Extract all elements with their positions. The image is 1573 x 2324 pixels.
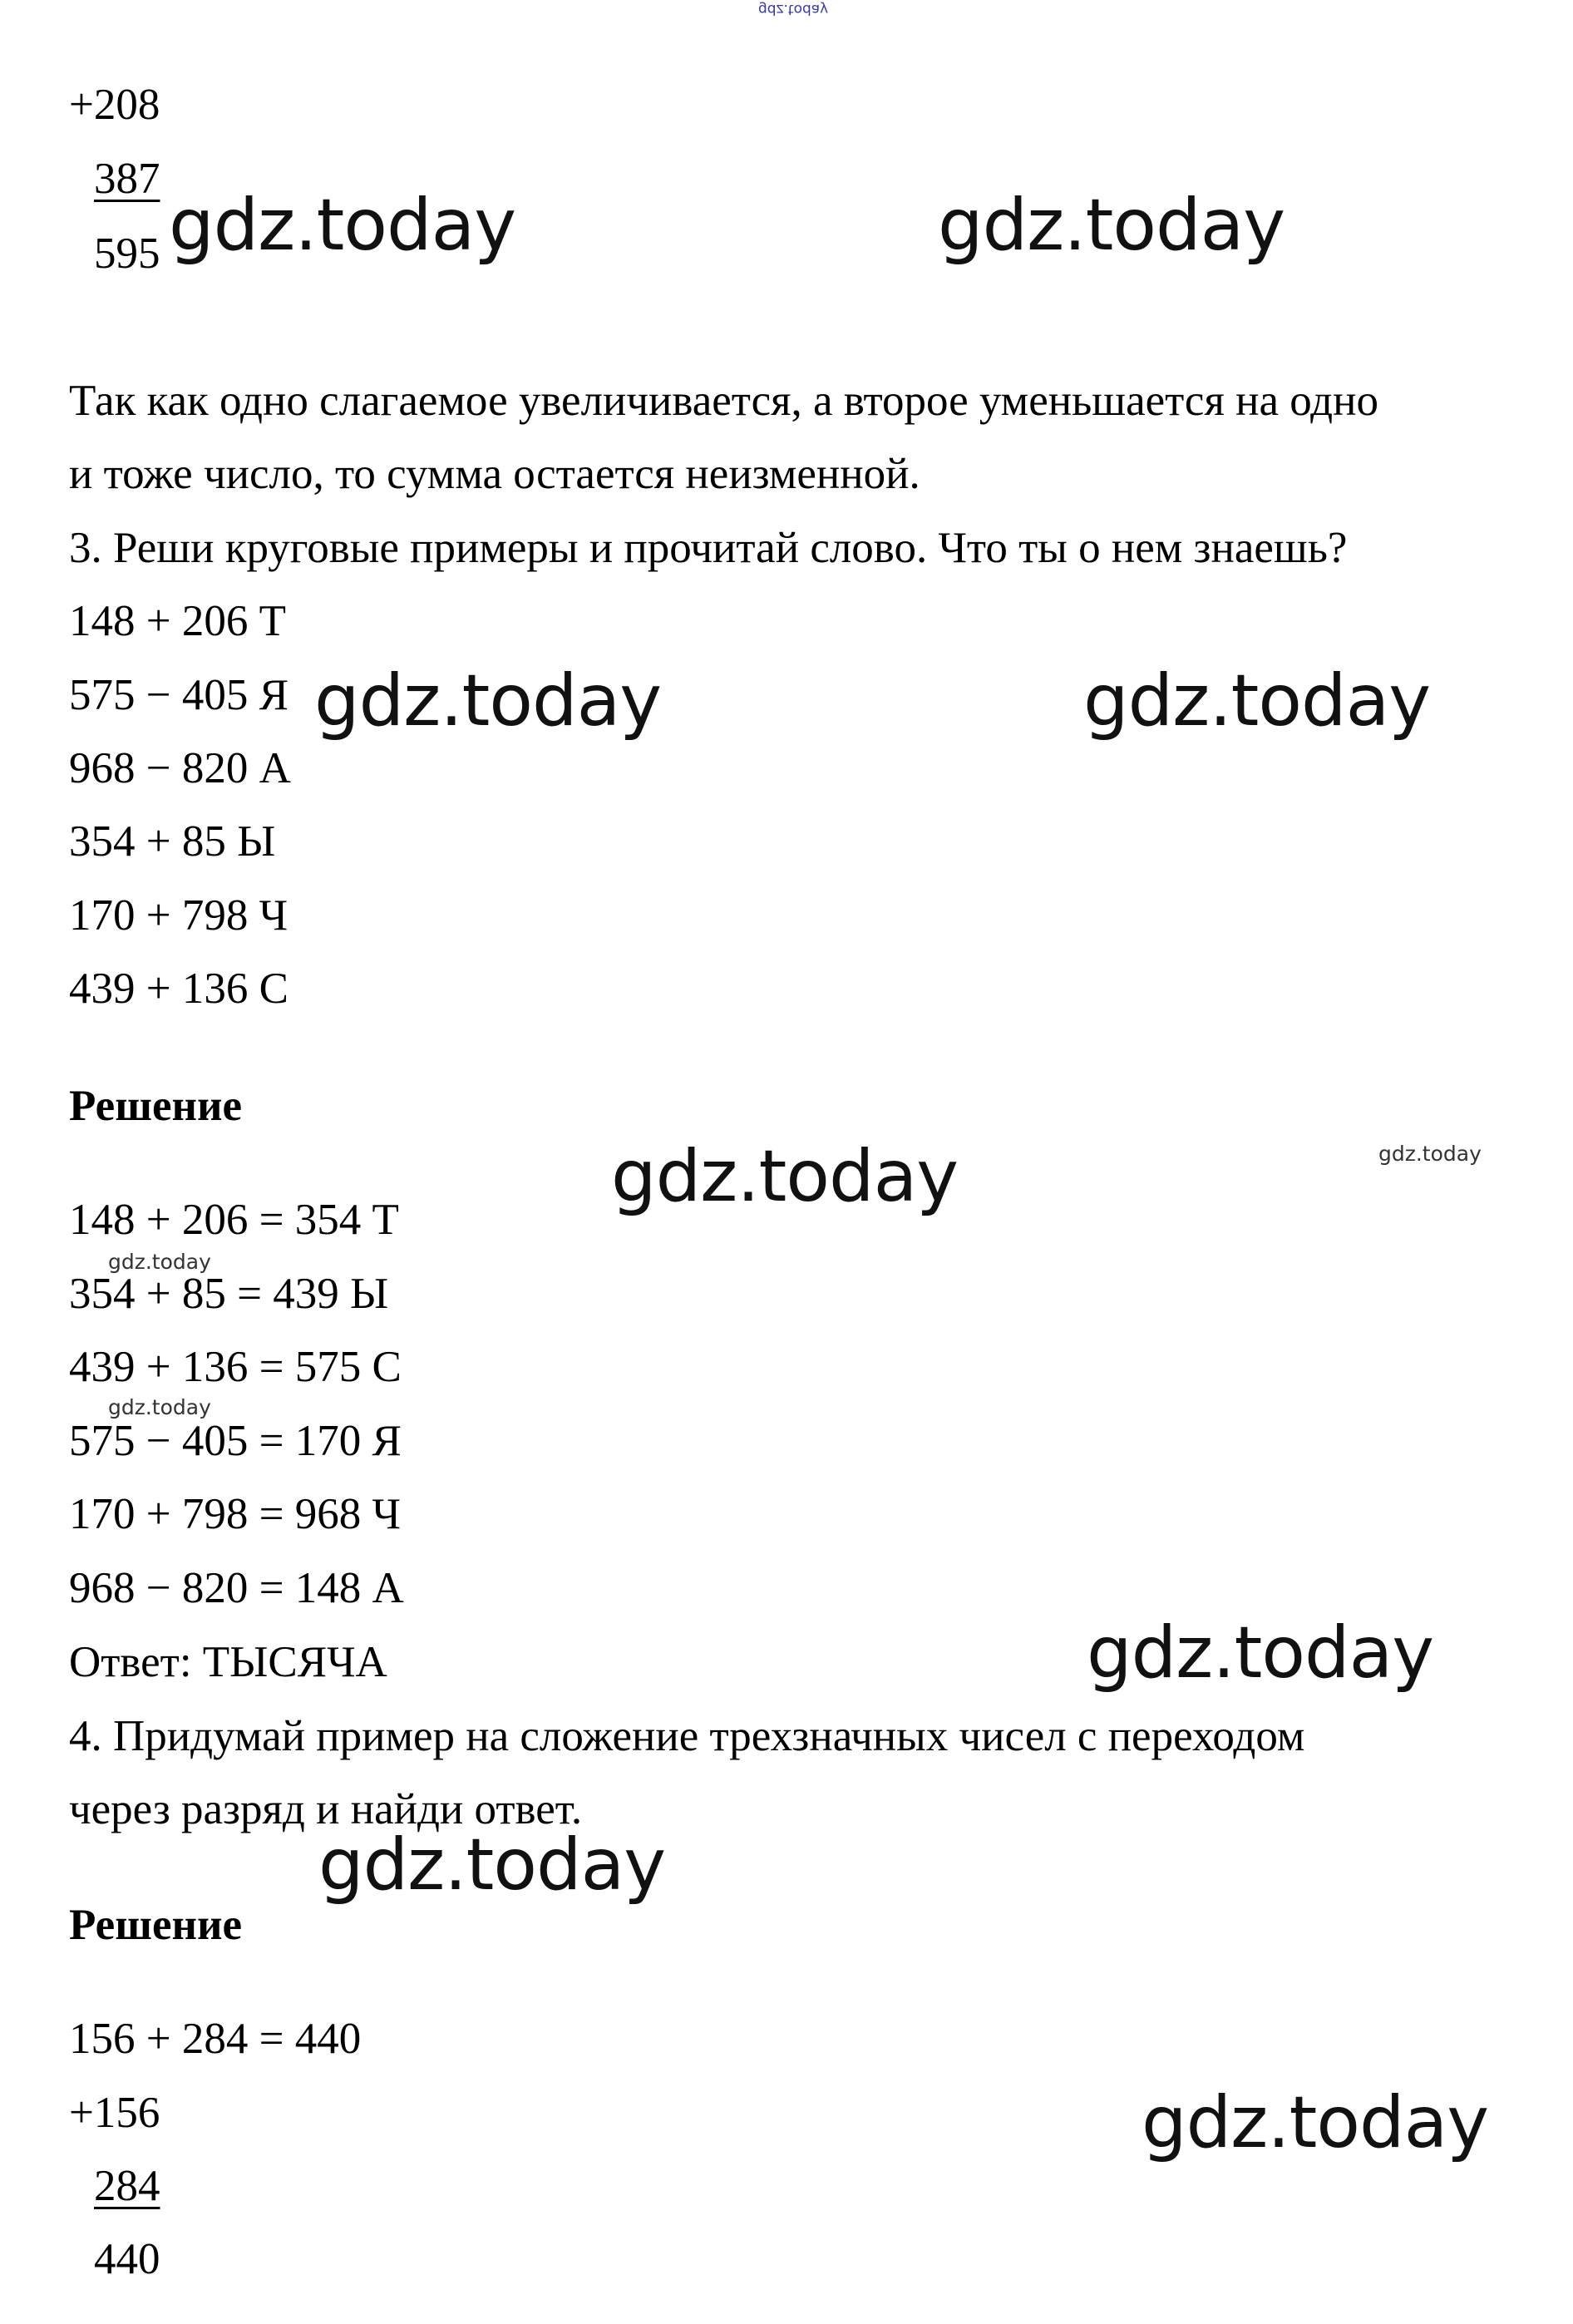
watermark: gdz.today bbox=[1378, 1142, 1482, 1166]
watermark: gdz.today bbox=[314, 659, 662, 743]
watermark: gdz.today bbox=[318, 1823, 666, 1907]
column-sum: 595 bbox=[94, 229, 160, 278]
column-addend-2: 284 bbox=[94, 2162, 160, 2210]
watermark: gdz.today bbox=[108, 1250, 211, 1274]
task4-solution-heading: Решение bbox=[69, 1901, 243, 1949]
task3-solution: 439 + 136 = 575 С bbox=[69, 1343, 402, 1391]
watermark: gdz.today bbox=[1087, 1611, 1434, 1695]
task3-example: 170 + 798 Ч bbox=[69, 891, 288, 940]
column-addend-1: +208 bbox=[69, 81, 160, 129]
task3-example: 439 + 136 С bbox=[69, 965, 288, 1013]
task3-example: 575 − 405 Я bbox=[69, 671, 288, 719]
task4-title-line: через разряд и найди ответ. bbox=[69, 1785, 583, 1833]
task3-solution: 968 − 820 = 148 А bbox=[69, 1564, 404, 1612]
watermark: gdz.today bbox=[1083, 659, 1431, 743]
task3-example: 968 − 820 А bbox=[69, 744, 291, 792]
task3-solution-heading: Решение bbox=[69, 1082, 243, 1130]
task3-example: 148 + 206 Т bbox=[69, 597, 287, 645]
explanation-line: и тоже число, то сумма остается неизменной. bbox=[69, 450, 920, 498]
watermark: gdz.today bbox=[169, 184, 516, 267]
task4-equation: 156 + 284 = 440 bbox=[69, 2015, 362, 2063]
task3-example: 354 + 85 Ы bbox=[69, 817, 276, 866]
task3-solution: 354 + 85 = 439 Ы bbox=[69, 1270, 389, 1318]
watermark: gdz.today bbox=[611, 1135, 959, 1218]
watermark-top: gdz.today bbox=[758, 1, 829, 17]
column-sum: 440 bbox=[94, 2235, 160, 2283]
task3-solution: 170 + 798 = 968 Ч bbox=[69, 1490, 401, 1538]
watermark: gdz.today bbox=[1142, 2081, 1489, 2164]
watermark: gdz.today bbox=[108, 1395, 211, 1419]
column-addend-1: +156 bbox=[69, 2089, 160, 2137]
task3-answer: Ответ: ТЫСЯЧА bbox=[69, 1638, 387, 1686]
column-addend-2: 387 bbox=[94, 155, 160, 203]
task4-title-line: 4. Придумай пример на сложение трехзначных чисел с переходом bbox=[69, 1712, 1305, 1760]
explanation-line: Так как одно слагаемое увеличивается, а второе уменьшается на одно bbox=[69, 377, 1379, 425]
watermark: gdz.today bbox=[938, 184, 1285, 267]
task3-solution: 148 + 206 = 354 Т bbox=[69, 1196, 399, 1244]
task3-solution: 575 − 405 = 170 Я bbox=[69, 1417, 402, 1465]
task3-title: 3. Реши круговые примеры и прочитай слово. Что ты о нем знаешь? bbox=[69, 524, 1348, 572]
